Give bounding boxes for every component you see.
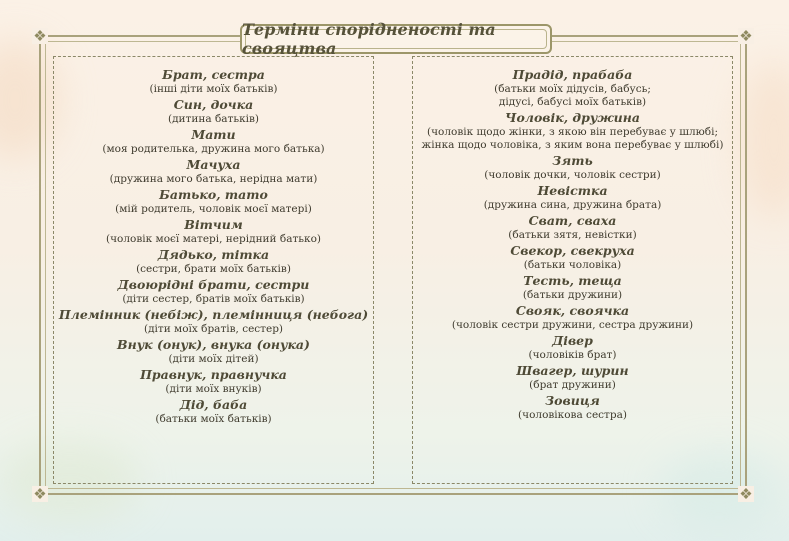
kinship-term: Дід, баба xyxy=(179,397,248,412)
kinship-term: Прадід, прабаба xyxy=(512,67,633,82)
kinship-description: жінка щодо чоловіка, з яким вона перебуває у шлюбі) xyxy=(421,139,724,151)
kinship-term: Двоюрідні брати, сестри xyxy=(117,277,310,292)
kinship-description: (діти сестер, братів моїх батьків) xyxy=(122,293,305,305)
kinship-description: (чоловік моєї матері, нерідний батько) xyxy=(106,233,321,245)
kinship-entry xyxy=(53,276,374,306)
kinship-description: (сестри, брати моїх батьків) xyxy=(136,263,291,275)
kinship-term: Мачуха xyxy=(186,157,241,172)
kinship-entry xyxy=(53,306,374,336)
kinship-term: Внук (онук), внука (онука) xyxy=(117,337,310,352)
kinship-description: (батьки чоловіка) xyxy=(523,259,622,271)
kinship-entry xyxy=(53,66,374,96)
kinship-description: дідусі, бабусі моїх батьків) xyxy=(498,96,647,108)
kinship-description: (батьки моїх дідусів, бабусь; xyxy=(494,83,651,95)
kinship-entry xyxy=(412,182,733,212)
kinship-description: (батьки дружини) xyxy=(522,289,623,301)
kinship-entry xyxy=(412,109,733,152)
kinship-term: Племінник (небіж), племінниця (небога) xyxy=(58,307,369,322)
kinship-term: Брат, сестра xyxy=(162,67,265,82)
title-plate xyxy=(240,20,552,58)
kinship-description: (мій родитель, чоловік моєї матері) xyxy=(115,203,312,215)
page-title: Терміни спорідненості та свояцтва xyxy=(242,20,496,58)
kinship-term: Сват, сваха xyxy=(528,213,617,228)
kinship-description: (діти моїх внуків) xyxy=(165,383,262,395)
corner-ornament-icon: ❖ xyxy=(33,485,47,503)
kinship-entry xyxy=(412,242,733,272)
kinship-description: (дитина батьків) xyxy=(168,113,259,125)
kinship-entry xyxy=(53,366,374,396)
kinship-entry xyxy=(412,212,733,242)
kinship-description: (інші діти моїх батьків) xyxy=(149,83,278,95)
kinship-entry xyxy=(53,156,374,186)
kinship-description: (дружина мого батька, нерідна мати) xyxy=(109,173,318,185)
kinship-description: (діти моїх братів, сестер) xyxy=(143,323,284,335)
kinship-term: Правнук, правнучка xyxy=(140,367,287,382)
kinship-term: Невістка xyxy=(537,183,608,198)
left-column xyxy=(53,66,374,426)
kinship-description: (батьки моїх батьків) xyxy=(155,413,272,425)
kinship-entry xyxy=(412,152,733,182)
corner-ornament-icon: ❖ xyxy=(739,27,753,45)
corner-ornament-icon: ❖ xyxy=(33,27,47,45)
kinship-entry xyxy=(53,96,374,126)
kinship-entry xyxy=(53,246,374,276)
kinship-term: Дядько, тітка xyxy=(157,247,270,262)
kinship-description: (чоловіків брат) xyxy=(528,349,617,361)
kinship-description: (дружина сина, дружина брата) xyxy=(483,199,662,211)
kinship-description: (чоловік дочки, чоловік сестри) xyxy=(484,169,661,181)
kinship-description: (батьки зятя, невістки) xyxy=(508,229,637,241)
right-column xyxy=(412,66,733,422)
kinship-term: Швагер, шурин xyxy=(516,363,629,378)
kinship-entry xyxy=(53,186,374,216)
kinship-description: (чоловікова сестра) xyxy=(518,409,627,421)
kinship-entry xyxy=(53,216,374,246)
kinship-description: (моя родителька, дружина мого батька) xyxy=(102,143,325,155)
kinship-term: Свекор, свекруха xyxy=(510,243,635,258)
kinship-entry xyxy=(412,392,733,422)
kinship-entry xyxy=(412,66,733,109)
kinship-description: (чоловік щодо жінки, з якою він перебуває у шлюбі; xyxy=(427,126,718,138)
kinship-term: Свояк, своячка xyxy=(515,303,630,318)
kinship-term: Вітчим xyxy=(184,217,243,232)
kinship-term: Чоловік, дружина xyxy=(505,110,640,125)
kinship-term: Син, дочка xyxy=(173,97,254,112)
kinship-term: Батько, тато xyxy=(159,187,268,202)
kinship-entry xyxy=(412,272,733,302)
kinship-term: Дівер xyxy=(552,333,593,348)
kinship-entry xyxy=(53,336,374,366)
kinship-entry xyxy=(412,302,733,332)
kinship-description: (брат дружини) xyxy=(529,379,616,391)
kinship-entry xyxy=(412,332,733,362)
kinship-entry xyxy=(53,126,374,156)
kinship-term: Зять xyxy=(552,153,593,168)
kinship-entry xyxy=(412,362,733,392)
kinship-term: Зовиця xyxy=(545,393,600,408)
kinship-term: Тесть, теща xyxy=(523,273,622,288)
kinship-entry xyxy=(53,396,374,426)
corner-ornament-icon: ❖ xyxy=(739,485,753,503)
kinship-term: Мати xyxy=(191,127,236,142)
kinship-description: (діти моїх дітей) xyxy=(168,353,259,365)
kinship-description: (чоловік сестри дружини, сестра дружини) xyxy=(451,319,694,331)
